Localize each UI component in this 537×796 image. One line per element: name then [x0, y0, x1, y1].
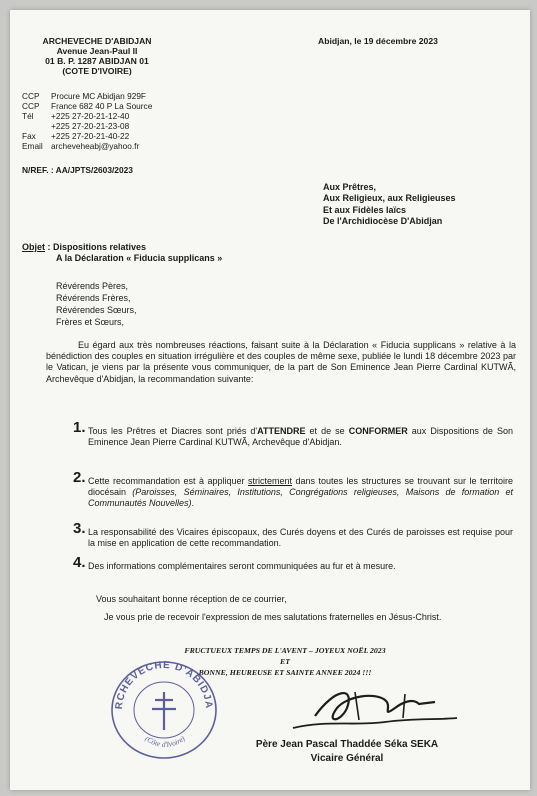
recommendation-item-4: 4. Des informations complémentaires seront communiquées au fur et à mesure.	[73, 554, 396, 571]
contact-row: Fax +225 27-20-21-40-22	[22, 131, 130, 141]
closing-line-1: Vous souhaitant bonne réception de ce courrier,	[96, 594, 287, 604]
contact-row: CCP Procure MC Abidjan 929F	[22, 91, 147, 101]
salutation-line: Révérends Frères,	[56, 293, 131, 303]
stamp-cross-icon	[152, 692, 176, 730]
signatory-title: Vicaire Général	[310, 752, 384, 764]
handwritten-signature-icon	[285, 678, 465, 738]
salutation-line: Révérends Pères,	[56, 281, 129, 291]
org-po-box: 01 B. P. 1287 ABIDJAN 01	[45, 56, 149, 66]
season-greeting: FRUCTUEUX TEMPS DE L'AVENT – JOYEUX NOËL 2023 ET BONNE, HEUREUSE ET SAINTE ANNEE 2024 !!!	[184, 646, 386, 677]
contact-row: Email archeveheabj@yahoo.fr	[22, 141, 140, 151]
signatory-block	[222, 738, 472, 765]
contact-row: CCP France 682 40 P La Source	[22, 101, 153, 111]
svg-text:ARCHEVECHE D'ABIDJAN	[100, 654, 214, 710]
contact-row: Tél +225 27-20-21-12-40	[22, 111, 130, 121]
recipient-line: Aux Religieux, aux Religieuses	[323, 193, 456, 204]
recipient-line: De l'Archidiocèse D'Abidjan	[323, 216, 443, 227]
subject-block	[22, 242, 222, 264]
recommendation-item-3: 3. La responsabilité des Vicaires épiscopaux, des Curés doyens et des Curés de paroisses est requise pour la mise en application de cette recommandation.	[73, 520, 513, 549]
salutation-line: Frères et Sœurs,	[56, 317, 125, 327]
intro-paragraph: Eu égard aux très nombreuses réactions, faisant suite à la Déclaration « Fiducia supplicans » relative à la bénédiction des couples en situation irrégulière et des couples de même sexe, publiée le lundi 18 décembre 2023 par le Vatican, je viens par la présente vous communiquer, de la part de Son Eminence Jean Pierre Cardinal KUTWÃ, Archevêque d'Abidjan, la recommandation suivante:	[46, 340, 516, 384]
subject-line-1: : Dispositions relatives	[45, 242, 147, 252]
org-name: ARCHEVECHE D'ABIDJAN	[42, 36, 152, 46]
signatory-name: Père Jean Pascal Thaddée Séka SEKA	[255, 739, 439, 750]
contact-block	[22, 91, 152, 151]
stamp-seal-icon	[100, 654, 230, 762]
recommendation-item-2: 2. Cette recommandation est à appliquer strictement dans toutes les structures se trouvant sur le territoire diocésain (Paroisses, Séminaires, Institutions, Congrégations religieuses, Maisons de formation et Communautés Nouvelles).	[73, 469, 514, 509]
stamp-bottom-text: (Côte d'Ivoire)	[143, 733, 187, 749]
recipient-line: Aux Prêtres,	[323, 182, 377, 192]
recipients-block	[323, 182, 456, 228]
svg-text:(Côte d'Ivoire)	[143, 734, 187, 749]
item-number: 3.	[73, 520, 86, 537]
recommendation-item-1: 1. Tous les Prêtres et Diacres sont priés d'ATTENDRE et de se CONFORMER aux Dispositions de Son Eminence Jean Pierre Cardinal KUTWÃ, Archevêque d'Abidjan.	[73, 419, 513, 448]
org-street: Avenue Jean-Paul II	[56, 46, 138, 56]
item-number: 4.	[73, 554, 86, 571]
salutation-line: Révérendes Sœurs,	[56, 305, 137, 315]
closing-line-2: Je vous prie de recevoir l'expression de mes salutations fraternelles en Jésus-Christ.	[104, 612, 442, 622]
reference-number: N/REF. : AA/JPTS/2603/2023	[22, 165, 133, 175]
recipient-line: Et aux Fidèles laïcs	[323, 204, 407, 215]
contact-row: +225 27-20-21-23-08	[51, 121, 130, 131]
sender-address	[22, 36, 172, 76]
org-country: (COTE D'IVOIRE)	[62, 66, 132, 76]
subject-label: Objet	[22, 242, 46, 252]
item-number: 1.	[73, 419, 86, 436]
letter-date: Abidjan, le 19 décembre 2023	[318, 36, 438, 46]
stamp-top-text: RCHEVECHE D'ABIDJA	[113, 659, 215, 710]
archdiocese-stamp	[100, 654, 230, 762]
item-number: 2.	[73, 469, 86, 486]
subject-line-2: A la Déclaration « Fiducia supplicans »	[56, 253, 223, 263]
salutation-block	[56, 280, 137, 328]
